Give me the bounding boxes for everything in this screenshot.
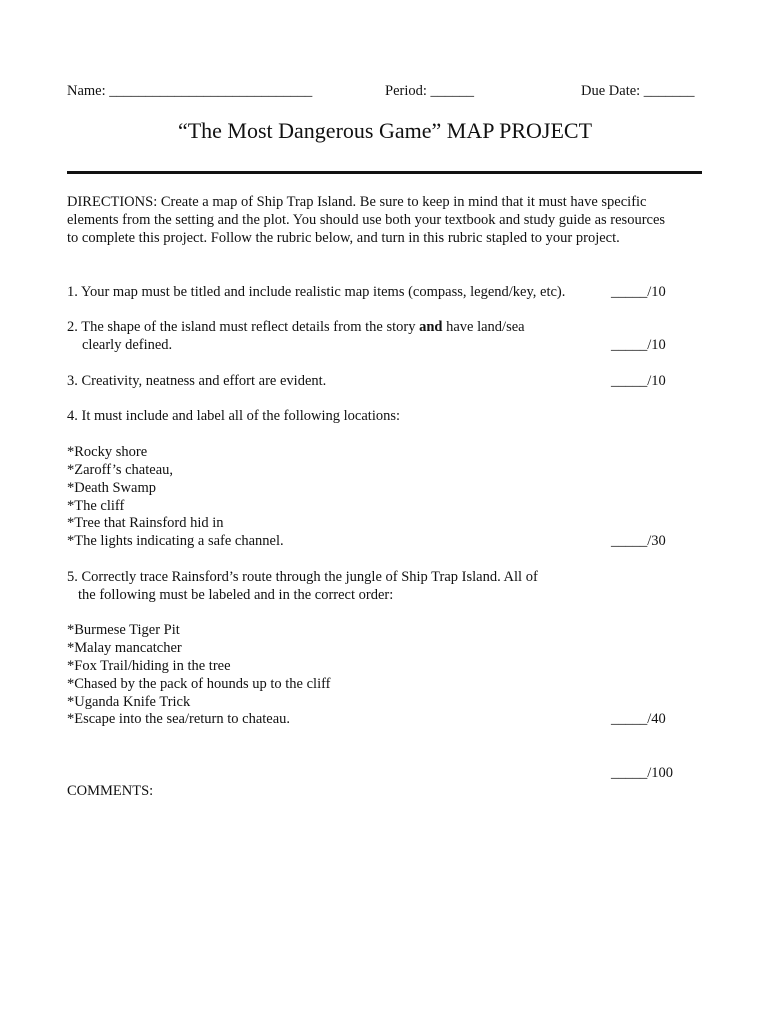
rubric-item-3-score: _____/10	[611, 373, 666, 389]
rubric-item-2-text-before: 2. The shape of the island must reflect details from the story	[67, 319, 420, 335]
route-item: *Burmese Tiger Pit	[67, 622, 180, 638]
directions-line-1: DIRECTIONS: Create a map of Ship Trap Island. Be sure to keep in mind that it must have specific	[67, 194, 647, 210]
location-item: *Tree that Rainsford hid in	[67, 515, 224, 531]
location-item: *The lights indicating a safe channel.	[67, 533, 284, 549]
rubric-item-2-line-2: clearly defined.	[82, 337, 173, 353]
rubric-item-2-bold: and	[419, 319, 443, 335]
rubric-item-5-line-1: 5. Correctly trace Rainsford’s route through the jungle of Ship Trap Island. All of	[67, 569, 538, 585]
name-field-label: Name: ____________________________	[67, 83, 313, 99]
rubric-item-2-line-1	[67, 318, 525, 336]
total-score: _____/100	[611, 765, 674, 781]
rubric-item-2-text-after: have land/sea	[442, 319, 525, 335]
route-item: *Fox Trail/hiding in the tree	[67, 658, 231, 674]
title-divider	[67, 171, 702, 174]
location-item: *Rocky shore	[67, 444, 148, 460]
route-item: *Chased by the pack of hounds up to the cliff	[67, 676, 331, 692]
comments-label: COMMENTS:	[67, 783, 154, 799]
directions-line-2: elements from the setting and the plot. You should use both your textbook and study guide as resources	[67, 212, 666, 228]
route-item: *Malay mancatcher	[67, 640, 182, 656]
location-item: *Zaroff’s chateau,	[67, 462, 174, 478]
due-date-field-label: Due Date: _______	[581, 83, 695, 99]
directions-line-3: to complete this project. Follow the rubric below, and turn in this rubric stapled to your project.	[67, 230, 620, 246]
rubric-item-2-score: _____/10	[611, 337, 666, 353]
rubric-item-1: 1. Your map must be titled and include realistic map items (compass, legend/key, etc).	[67, 284, 566, 300]
location-item: *Death Swamp	[67, 480, 156, 496]
rubric-item-3: 3. Creativity, neatness and effort are evident.	[67, 373, 327, 389]
rubric-item-5-line-2: the following must be labeled and in the correct order:	[78, 587, 394, 603]
rubric-item-1-score: _____/10	[611, 284, 666, 300]
route-item: *Uganda Knife Trick	[67, 694, 191, 710]
rubric-item-4: 4. It must include and label all of the following locations:	[67, 408, 401, 424]
rubric-item-4-score: _____/30	[611, 533, 666, 549]
period-field-label: Period: ______	[385, 83, 475, 99]
page-title: “The Most Dangerous Game” MAP PROJECT	[177, 118, 593, 143]
location-item: *The cliff	[67, 498, 125, 514]
route-item: *Escape into the sea/return to chateau.	[67, 711, 291, 727]
rubric-item-5-score: _____/40	[611, 711, 666, 727]
